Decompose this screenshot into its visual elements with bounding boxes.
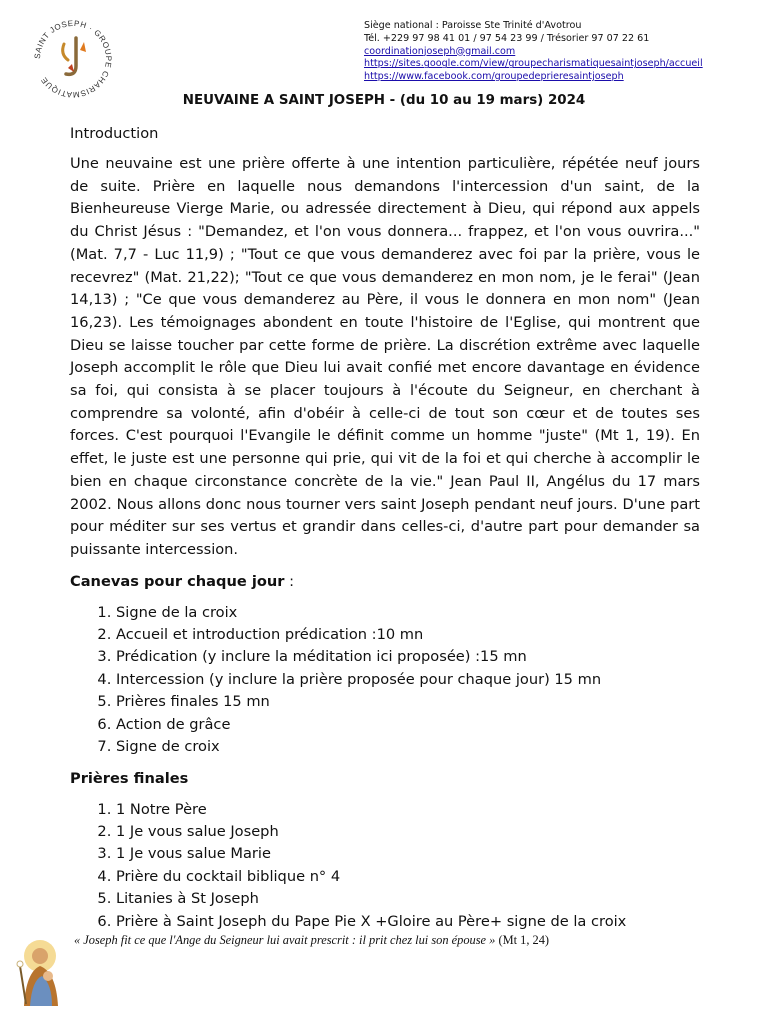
list-item: 2. Accueil et introduction prédication :10 mn <box>116 624 700 646</box>
list-item: 6. Prière à Saint Joseph du Pape Pie X +Gloire au Père+ signe de la croix <box>116 911 700 933</box>
document-title: NEUVAINE A SAINT JOSEPH - (du 10 au 19 mars) 2024 <box>182 93 586 108</box>
phone-numbers: Tél. +229 97 98 41 01 / 97 54 23 99 / Trésorier 97 07 22 61 <box>364 32 650 44</box>
list-item: 6. Action de grâce <box>116 714 700 736</box>
document-body <box>70 124 700 943</box>
intro-paragraph: Une neuvaine est une prière offerte à une intention particulière, répétée neuf jours de suite. Prière en laquelle nous demandons l'intercession d'un saint, de la Bienheureuse Vierge Marie, ou adressée directement à Dieu, qui répond aux appels du Christ Jésus : "Demandez, et l'on vous donnera... frappez, et l'on vous ouvrira..." (Mat. 7,7 - Luc 11,9) ; "Tout ce que vous demanderez avec foi par la prière, vous le recevrez" (Mat. 21,22); "Tout ce que vous demanderez en mon nom, je le ferai" (Jean 14,13) ; "Ce que vous demanderez au Père, il vous le donnera en mon nom" (Jean 16,23). Les témoignages abondent en toute l'histoire de l'Eglise, qui montrent que Dieu se laisse toucher par cette forme de prière. La discrétion extrême avec laquelle Joseph accomplit le rôle que Dieu lui avait confié met encore davantage en évidence sa foi, qui consista à se placer toujours à l'écoute du Seigneur, en cherchant à comprendre sa volonté, afin d'obéir à celle-ci de tout son cœur et de toutes ses forces. C'est pourquoi l'Evangile le définit comme un homme "juste" (Mt 1, 19). En effet, le juste est une personne qui prie, qui vit de la foi et qui cherche à accomplir le bien en chaque circonstance concrète de la vie." Jean Paul II, Angélus du 17 mars 2002. Nous allons donc nous tourner vers saint Joseph pendant neuf jours. D'une part pour méditer sur ses vertus et grandir dans celles-ci, d'autre part pour demander sa puissante intercession. <box>70 155 700 558</box>
website-link[interactable]: https://sites.google.com/view/groupecharismatiquesaintjoseph/accueil <box>364 58 703 70</box>
canevas-heading-text: Canevas pour chaque jour <box>70 572 285 590</box>
intro-heading: Introduction <box>70 125 159 142</box>
quote-reference: (Mt 1, 24) <box>495 933 550 947</box>
logo-seal-icon <box>28 14 118 104</box>
list-item: 2. 1 Je vous salue Joseph <box>116 821 700 843</box>
group-logo <box>28 14 118 104</box>
list-item: 3. 1 Je vous salue Marie <box>116 843 700 865</box>
logo-ring-text: SAINT JOSEPH · GROUPE CHARISMATIQUE <box>32 18 114 100</box>
canevas-heading-suffix: : <box>284 572 294 590</box>
saint-joseph-image <box>12 936 68 1010</box>
list-item: 1. 1 Notre Père <box>116 799 700 821</box>
prieres-heading-text: Prières finales <box>70 769 189 787</box>
svg-text:SAINT JOSEPH · GROUPE CHARISMA <box>33 19 113 99</box>
seat-address: Siège national : Paroisse Ste Trinité d'Avotrou <box>364 20 582 31</box>
list-item: 1. Signe de la croix <box>116 602 700 624</box>
saint-joseph-icon <box>12 936 68 1010</box>
prieres-list <box>70 799 700 933</box>
quote-text: « Joseph fit ce que l'Ange du Seigneur lui avait prescrit : il prit chez lui son épouse » <box>74 933 496 947</box>
list-item: 5. Prières finales 15 mn <box>116 691 700 713</box>
list-item: 3. Prédication (y inclure la méditation ici proposée) :15 mn <box>116 646 700 668</box>
list-item: 4. Prière du cocktail biblique n° 4 <box>116 866 700 888</box>
facebook-link[interactable]: https://www.facebook.com/groupedeprieresaintjoseph <box>364 71 624 83</box>
list-item: 7. Signe de croix <box>116 736 700 758</box>
canevas-heading <box>70 572 700 592</box>
prieres-heading <box>70 769 700 789</box>
contact-block <box>364 20 703 84</box>
canevas-list <box>70 602 700 759</box>
email-link[interactable]: coordinationjoseph@gmail.com <box>364 45 516 57</box>
list-item: 5. Litanies à St Joseph <box>116 888 700 910</box>
scripture-quote <box>74 933 549 948</box>
list-item: 4. Intercession (y inclure la prière proposée pour chaque jour) 15 mn <box>116 669 700 691</box>
